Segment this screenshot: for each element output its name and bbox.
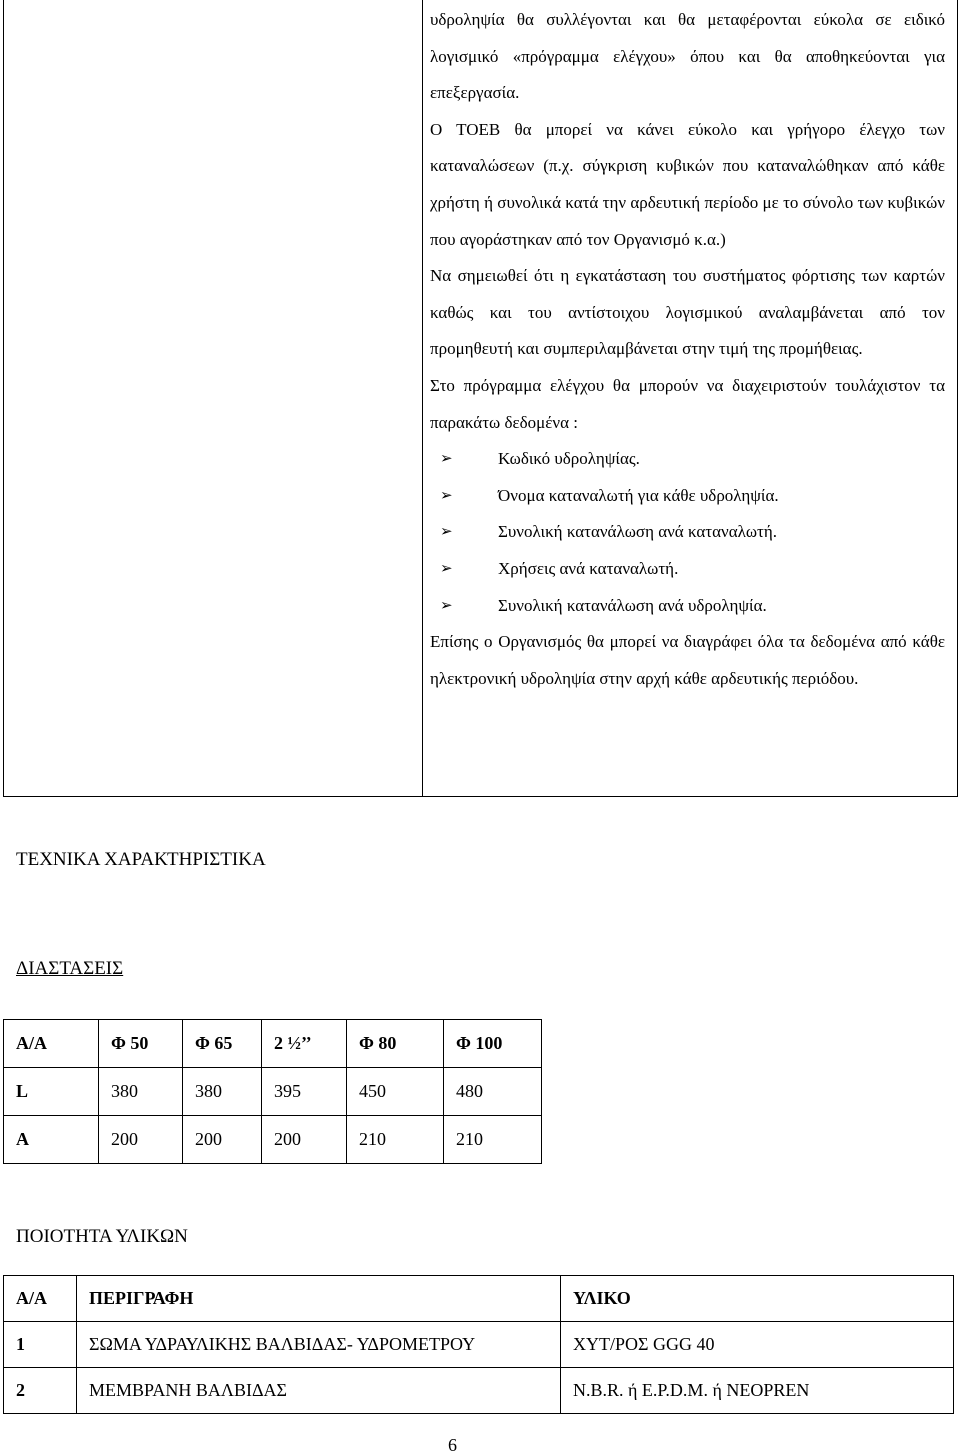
arrow-bullet-icon: ➢ [440, 597, 453, 614]
list-item: ➢ Χρήσεις ανά καταναλωτή. [430, 551, 945, 588]
table-header-cell: Φ 65 [183, 1020, 262, 1068]
table-cell: N.B.R. ή E.P.D.M. ή NEOPREN [561, 1368, 954, 1414]
paragraph-data-transfer: υδροληψία θα συλλέγονται και θα μεταφέρονται εύκολα σε ειδικό λογισμικό «πρόγραμμα ελέγχου» όπου και θα αποθηκεύονται για επεξεργασία. [430, 10, 945, 103]
table-row [4, 1322, 954, 1368]
table-cell: 1 [4, 1322, 77, 1368]
table-cell: ΧΥΤ/ΡΟΣ GGG 40 [561, 1322, 954, 1368]
table-cell: 2 [4, 1368, 77, 1414]
table-header-row [4, 1276, 954, 1322]
table-row [4, 1068, 542, 1116]
paragraph-data-deletion: Επίσης ο Οργανισμός θα μπορεί να διαγράφει όλα τα δεδομένα από κάθε ηλεκτρονική υδροληψία στην αρχή κάθε αρδευτικής περιόδου. [430, 632, 945, 688]
table-cell: A [4, 1116, 99, 1164]
arrow-bullet-icon: ➢ [440, 451, 453, 468]
table-header-cell: Α/Α [4, 1276, 77, 1322]
list-item: ➢ Συνολική κατανάλωση ανά καταναλωτή. [430, 514, 945, 551]
table-row [4, 1368, 954, 1414]
paragraph-installation: Να σημειωθεί ότι η εγκατάσταση του συστήματος φόρτισης των καρτών καθώς και του αντίστοιχου λογισμικού αναλαμβάνεται από τον προμηθευτή και συμπεριλαμβάνεται στην τιμή της προμήθειας. [430, 266, 945, 359]
table-cell: 200 [183, 1116, 262, 1164]
heading-material-quality: ΠΟΙΟΤΗΤΑ ΥΛΙΚΩΝ [16, 1226, 188, 1247]
table-cell: 480 [444, 1068, 542, 1116]
table-header-row [4, 1020, 542, 1068]
heading-technical-characteristics: ΤΕΧΝΙΚΑ ΧΑΡΑΚΤΗΡΙΣΤΙΚΑ [16, 849, 266, 870]
table-header-cell: Α/Α [4, 1020, 99, 1068]
table-row [4, 1116, 542, 1164]
table-header-cell: ΥΛΙΚΟ [561, 1276, 954, 1322]
table-header-cell: 2 ½’’ [262, 1020, 347, 1068]
list-item: ➢ Κωδικό υδροληψίας. [430, 441, 945, 478]
table-cell: 380 [183, 1068, 262, 1116]
page-number: 6 [448, 1435, 457, 1455]
table-header-cell: Φ 80 [347, 1020, 444, 1068]
table-cell: 395 [262, 1068, 347, 1116]
material-quality-table [3, 1275, 954, 1414]
table-cell: L [4, 1068, 99, 1116]
table-cell: 210 [444, 1116, 542, 1164]
table-cell: 210 [347, 1116, 444, 1164]
heading-dimensions: ΔΙΑΣΤΑΣΕΙΣ [16, 958, 124, 979]
arrow-bullet-icon: ➢ [440, 560, 453, 577]
table-cell: ΜΕΜΒΡΑΝΗ ΒΑΛΒΙΔΑΣ [77, 1368, 561, 1414]
list-item: ➢ Όνομα καταναλωτή για κάθε υδροληψία. [430, 478, 945, 515]
table-cell: 200 [99, 1116, 183, 1164]
table-header-cell: ΠΕΡΙΓΡΑΦΗ [77, 1276, 561, 1322]
arrow-bullet-icon: ➢ [440, 487, 453, 504]
table-cell: 450 [347, 1068, 444, 1116]
column-divider [422, 0, 423, 796]
paragraph-data-list-intro: Στο πρόγραμμα ελέγχου θα μπορούν να διαχειριστούν τουλάχιστον τα παρακάτω δεδομένα : [430, 375, 945, 432]
data-bullet-list [430, 441, 945, 624]
arrow-bullet-icon: ➢ [440, 524, 453, 541]
table-cell: 380 [99, 1068, 183, 1116]
table-cell: ΣΩΜΑ ΥΔΡΑΥΛΙΚΗΣ ΒΑΛΒΙΔΑΣ- ΥΔΡΟΜΕΤΡΟΥ [77, 1322, 561, 1368]
table-header-cell: Φ 100 [444, 1020, 542, 1068]
paragraph-consumption-check: Ο ΤΟΕΒ θα μπορεί να κάνει εύκολο και γρήγορο έλεγχο των καταναλώσεων (π.χ. σύγκριση κυβικών που καταναλώθηκαν από κάθε χρήστη ή συνολικά κατά την αρδευτική περίοδο με το σύνολο των κυβικών που αγοράστηκαν από τον Οργανισμό κ.α.) [430, 119, 945, 249]
list-item: ➢ Συνολική κατανάλωση ανά υδροληψία. [430, 588, 945, 625]
table-cell: 200 [262, 1116, 347, 1164]
spec-description-cell [430, 2, 945, 697]
table-header-cell: Φ 50 [99, 1020, 183, 1068]
dimensions-table [3, 1019, 542, 1164]
